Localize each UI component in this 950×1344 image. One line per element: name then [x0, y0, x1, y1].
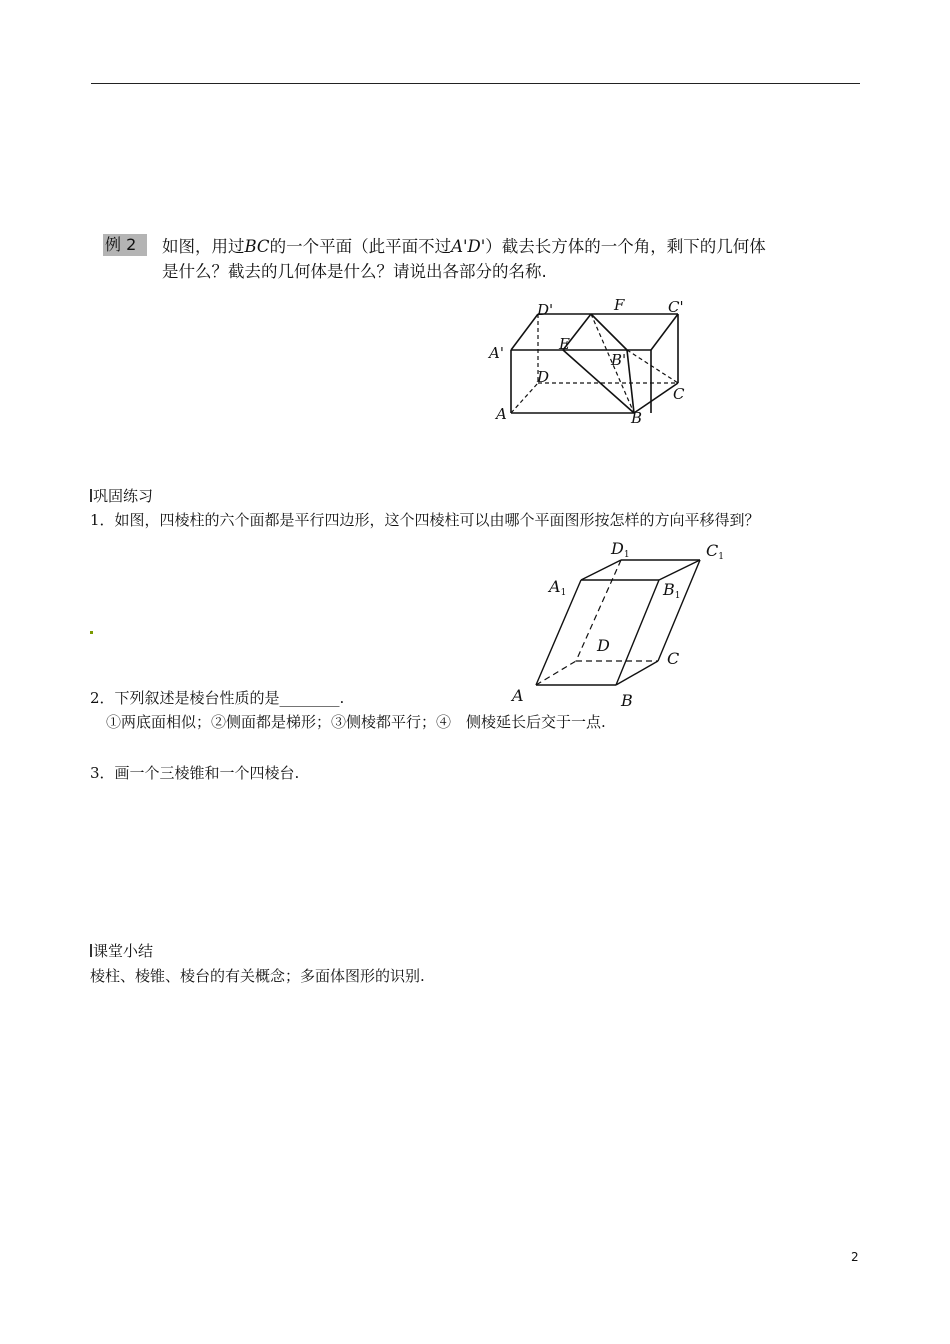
heading-marker — [90, 489, 92, 502]
label-a: A — [496, 405, 507, 423]
parallelepiped-figure — [505, 535, 735, 715]
question-1: 1．如图，四棱柱的六个面都是平行四边形，这个四棱柱可以由哪个平面图形按怎样的方向平移得到？ — [90, 511, 760, 529]
label-e: E — [559, 335, 570, 353]
label-f: F — [614, 296, 625, 314]
question-3: 3．画一个三棱锥和一个四棱台. — [90, 764, 300, 782]
label-d: D — [597, 636, 610, 655]
label-a: A — [512, 686, 524, 705]
practice-heading: 巩固练习 — [90, 486, 153, 506]
example-label: 例 2 — [103, 234, 147, 256]
label-b: B — [621, 691, 633, 710]
question-2-options: ①两底面相似；②侧面都是梯形；③侧棱都平行；④ 侧棱延长后交于一点. — [106, 713, 606, 731]
label-d: D — [537, 368, 550, 386]
label-b-prime: B' — [611, 351, 627, 369]
page-number: 2 — [851, 1250, 859, 1264]
summary-heading: 课堂小结 — [90, 941, 153, 961]
stray-dot — [90, 631, 93, 634]
label-a-prime: A' — [489, 344, 504, 362]
label-d1: D1 — [611, 539, 630, 560]
label-c-prime: C' — [668, 298, 684, 316]
label-c: C — [667, 649, 680, 668]
header-rule — [91, 83, 860, 84]
example-line-2: 是什么？截去的几何体是什么？请说出各部分的名称. — [162, 262, 547, 281]
cuboid-figure — [480, 295, 700, 430]
label-b: B — [631, 409, 643, 427]
label-d-prime: D' — [537, 301, 554, 319]
summary-text: 棱柱、棱锥、棱台的有关概念；多面体图形的识别. — [90, 967, 425, 985]
label-a1: A1 — [549, 577, 567, 598]
example-text — [162, 234, 862, 284]
example-line-1: 如图，用过BC的一个平面（此平面不过A'D'）截去长方体的一个角，剩下的几何体 — [162, 237, 766, 256]
heading-marker — [90, 944, 92, 957]
question-2: 2．下列叙述是棱台性质的是________. — [90, 689, 345, 707]
label-b1: B1 — [663, 580, 681, 601]
label-c1: C1 — [706, 541, 724, 562]
label-c: C — [673, 385, 685, 403]
